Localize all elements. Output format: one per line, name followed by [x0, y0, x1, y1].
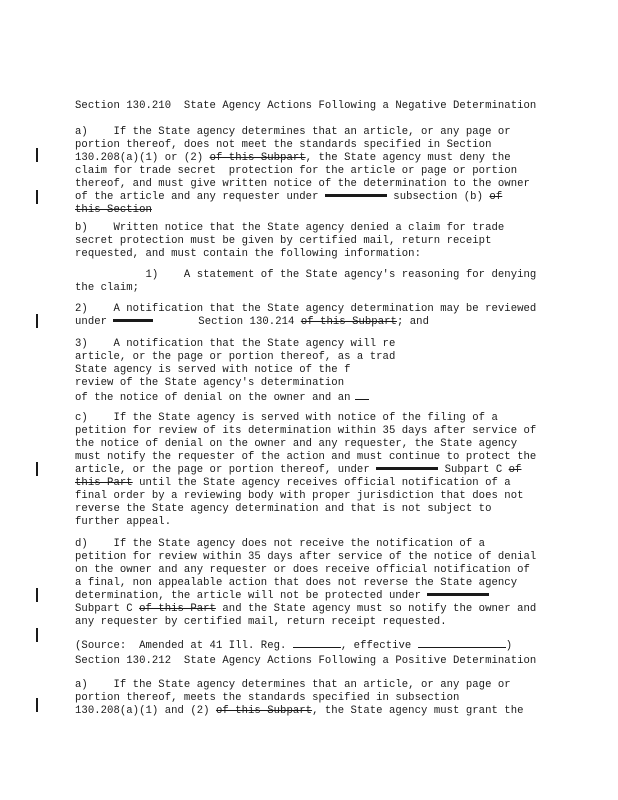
paragraph-line: thereof, and must give written notice of the determination to the owner: [75, 178, 530, 190]
revision-bar: [36, 462, 38, 476]
paragraph-line: petition for review within 35 days after service of the notice of denial: [75, 551, 537, 563]
text-span: until the State agency receives official notification of a: [132, 477, 511, 489]
redaction-mark: [325, 194, 387, 197]
paragraph-line: on the owner and any requester or does receive official notification of: [75, 564, 530, 576]
revision-bar: [36, 148, 38, 162]
struck-text: of: [489, 191, 503, 203]
paragraph-line: claim for trade secret protection for the article or page or portion: [75, 165, 518, 177]
paragraph-line: article, or the page or portion thereof, as a trad: [75, 351, 396, 363]
paragraph-line: [75, 464, 521, 477]
revision-bar: [36, 698, 38, 712]
paragraph-line: portion thereof, meets the standards specified in subsection: [75, 692, 460, 704]
paragraph-line: [75, 316, 429, 329]
text-span: , the State agency must grant the: [312, 705, 524, 717]
paragraph-line: [75, 705, 524, 718]
paragraph-line: a) If the State agency determines that an article, or any page or: [75, 126, 511, 138]
struck-text: of: [508, 464, 522, 476]
paragraph-line: final order by a reviewing body with proper jurisdiction that does not: [75, 490, 524, 502]
paragraph-line: a final, non appealable action that does not reverse the State agency: [75, 577, 518, 589]
paragraph-line: [75, 152, 511, 165]
paragraph-line: review of the State agency's determination: [75, 377, 345, 389]
source-note: [75, 638, 512, 653]
text-span: Section 130.214: [153, 316, 301, 328]
blank-line: [355, 390, 369, 400]
paragraph-line: [75, 603, 536, 616]
redaction-mark: [113, 319, 153, 322]
paragraph-line: 1) A statement of the State agency's reasoning for denying: [75, 269, 537, 281]
text-span: 130.208(a)(1) and (2): [75, 705, 216, 717]
struck-text: this Part: [75, 477, 133, 489]
paragraph-line: petition for review of its determination within 35 days after service of: [75, 425, 537, 437]
paragraph-line: c) If the State agency is served with notice of the filing of a: [75, 412, 498, 424]
revision-bar: [36, 190, 38, 204]
text-span: (Source: Amended at 41 Ill. Reg.: [75, 640, 293, 652]
paragraph-line: a) If the State agency determines that an article, or any page or: [75, 679, 511, 691]
revision-bar: [36, 628, 38, 642]
text-span: article, or the page or portion thereof, under: [75, 464, 377, 476]
paragraph-line: [75, 191, 502, 204]
text-span: Subpart C: [75, 603, 140, 615]
redaction-mark: [427, 593, 489, 596]
paragraph-line: d) If the State agency does not receive the notification of a: [75, 538, 486, 550]
struck-text: this Section: [75, 204, 152, 216]
paragraph-line: must notify the requester of the action and must continue to protect the: [75, 451, 537, 463]
paragraph-line: reverse the State agency determination and that is not subject to: [75, 503, 492, 515]
paragraph-line: requested, and must contain the following information:: [75, 248, 421, 260]
paragraph-line: the notice of denial on the owner and any requester, the State agency: [75, 438, 518, 450]
struck-text: of this Subpart: [300, 316, 397, 328]
paragraph-line: the claim;: [75, 282, 140, 294]
revision-bar: [36, 314, 38, 328]
text-span: of the notice of denial on the owner and an: [75, 392, 351, 404]
text-span: and the State agency must so notify the owner and: [215, 603, 537, 615]
text-span: 130.208(a)(1) or (2): [75, 152, 210, 164]
paragraph-line: 3) A notification that the State agency will re: [75, 338, 396, 350]
blank-line: [418, 638, 506, 648]
section-heading: Section 130.212 State Agency Actions Following a Positive Determination: [75, 655, 537, 667]
text-span: , effective: [340, 640, 418, 652]
struck-text: of this Subpart: [215, 705, 313, 717]
paragraph-line: any requester by certified mail, return receipt requested.: [75, 616, 447, 628]
paragraph-line: [75, 390, 369, 405]
text-span: ; and: [396, 316, 429, 328]
text-span: subsection (b): [386, 191, 490, 203]
paragraph-line: State agency is served with notice of the f: [75, 364, 351, 376]
section-heading: Section 130.210 State Agency Actions Following a Negative Determination: [75, 100, 537, 112]
struck-text: of this Part: [139, 603, 216, 615]
text-span: determination, the article will not be protected under: [75, 590, 428, 602]
text-span: , the State agency must deny the: [305, 152, 511, 164]
redaction-mark: [376, 467, 438, 470]
text-span: ): [505, 640, 513, 652]
revision-bar: [36, 588, 38, 602]
struck-text: of this Subpart: [209, 152, 306, 164]
text-span: under: [75, 316, 114, 328]
paragraph-line: b) Written notice that the State agency denied a claim for trade: [75, 222, 505, 234]
paragraph-line: [75, 204, 152, 217]
paragraph-line: 2) A notification that the State agency determination may be reviewed: [75, 303, 537, 315]
paragraph-line: [75, 477, 511, 490]
text-span: of the article and any requester under: [75, 191, 325, 203]
paragraph-line: further appeal.: [75, 516, 172, 528]
paragraph-line: secret protection must be given by certified mail, return receipt: [75, 235, 492, 247]
paragraph-line: [75, 590, 489, 603]
text-span: Subpart C: [438, 464, 509, 476]
blank-line: [293, 638, 341, 648]
paragraph-line: portion thereof, does not meet the standards specified in Section: [75, 139, 492, 151]
